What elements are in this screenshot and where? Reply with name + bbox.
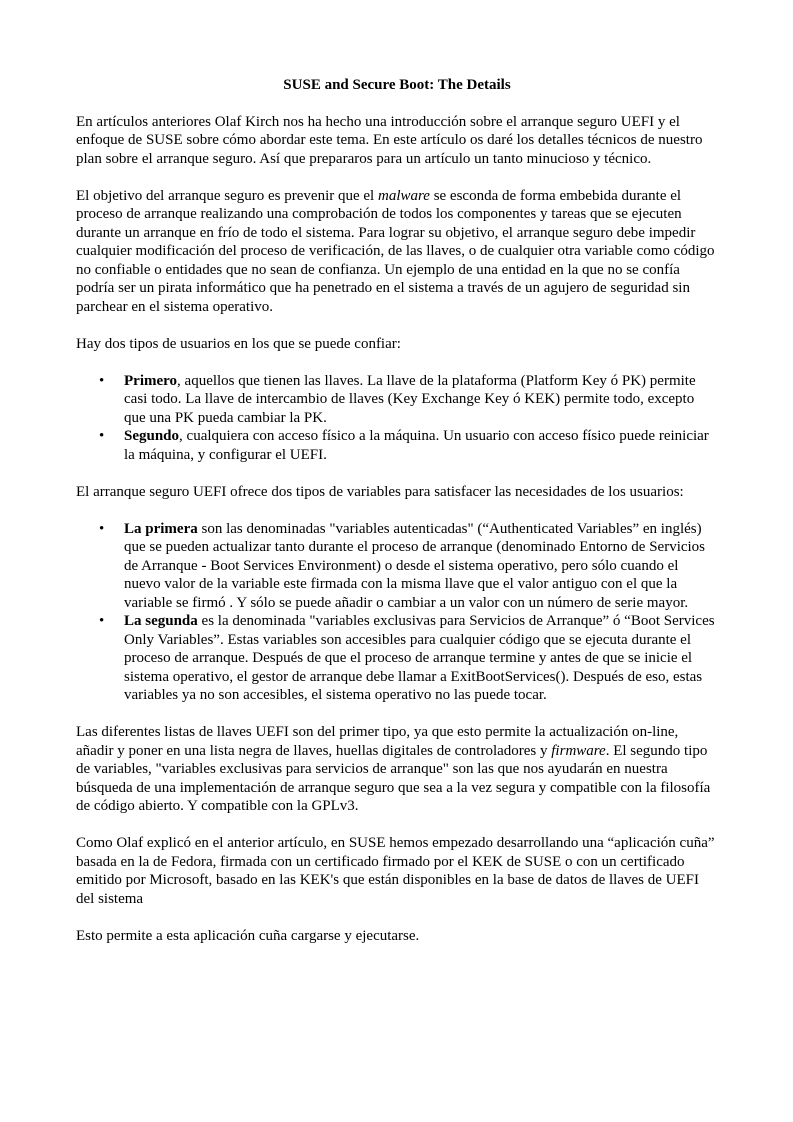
paragraph-objective <box>76 187 718 317</box>
list-item <box>99 372 718 428</box>
paragraph-key-lists-text-a: Las diferentes listas de llaves UEFI son del primer tipo, ya que esto permite la actualización on-line, añadir y poner en una lista negra de llaves, huellas digitales de controladores y <box>76 724 679 759</box>
list-item-strong: La primera <box>124 520 198 537</box>
list-user-types <box>76 372 718 465</box>
list-item-text: , cualquiera con acceso físico a la máquina. Un usuario con acceso físico puede reiniciar la máquina, y configurar el UEFI. <box>124 428 709 463</box>
paragraph-intro: En artículos anteriores Olaf Kirch nos ha hecho una introducción sobre el arranque seguro UEFI y el enfoque de SUSE sobre cómo abordar este tema. En este artículo os daré los detalles técnicos de nuestro plan sobre el arranque seguro. Así que prepararos para un artículo un tanto minucioso y técnico. <box>76 113 703 167</box>
paragraph-shim: Como Olaf explicó en el anterior artículo, en SUSE hemos empezado desarrollando una “aplicación cuña” basada en la de Fedora, firmada con un certificado firmado por el KEK de SUSE o con un certificado emitido por Microsoft, basado en las KEK's que están disponibles en la base de datos de llaves de UEFI del sistema <box>76 835 715 907</box>
list-item-strong: Primero <box>124 372 178 389</box>
paragraph-key-lists-text-b: . El segundo tipo de variables, "variables exclusivas para servicios de arranque" son las que nos ayudarán en nuestra búsqueda de una implementación de arranque seguro que sea a la vez segura y compatible con la filosofía de código abierto. Y compatible con la GPLv3. <box>76 742 711 814</box>
paragraph-key-lists <box>76 723 718 816</box>
list-variable-types <box>76 520 718 705</box>
paragraph-variable-types: El arranque seguro UEFI ofrece dos tipos de variables para satisfacer las necesidades de los usuarios: <box>76 483 684 500</box>
list-item-text: es la denominada "variables exclusivas para Servicios de Arranque” ó “Boot Services Only Variables”. Estas variables son accesibles para cualquier código que se ejecuta durante el proceso de arranque. Después de que el proceso de arranque termine y antes de que se inicie el sistema operativo, el gestor de arranque debe llamar a ExitBootServices(). Después de eso, estas variables ya no son accesibles, el sistema operativo no las puede tocar. <box>124 613 715 703</box>
list-item <box>99 520 718 613</box>
paragraph-objective-text-b: se esconda de forma embebida durante el proceso de arranque realizando una comprobación de todos los componentes y tareas que se ejecuten durante un arranque en frío de todo el sistema. Para lograr su objetivo, el arranque seguro debe impedir cualquier modificación del proceso de verificación, de las llaves, o de cualquier otra variable como código no confiable o entidades que no sean de confianza. Un ejemplo de una entidad en la que no se confía podría ser un pirata informático que ha penetrado en el sistema a través de un agujero de seguridad sin parchear en el sistema operativo. <box>76 187 715 315</box>
paragraph-shim-load: Esto permite a esta aplicación cuña cargarse y ejecutarse. <box>76 927 420 944</box>
paragraph-objective-emphasis: malware <box>377 187 430 204</box>
bullet-icon: • <box>99 520 105 537</box>
list-item-strong: Segundo <box>124 428 180 444</box>
bullet-icon: • <box>99 372 105 389</box>
list-item <box>99 427 718 464</box>
paragraph-key-lists-emphasis: firmware <box>551 742 606 759</box>
document-title: SUSE and Secure Boot: The Details <box>283 77 511 93</box>
bullet-icon: • <box>99 428 105 444</box>
bullet-icon: • <box>99 613 105 629</box>
paragraph-user-types: Hay dos tipos de usuarios en los que se puede confiar: <box>76 335 401 352</box>
list-item-text: son las denominadas "variables autenticadas" (“Authenticated Variables” en inglés) que se pueden actualizar tanto durante el proceso de arranque (denominado Entorno de Servicios de Arranque - Boot Services Environment) o desde el sistema operativo, pero sólo cuando el nuevo valor de la variable este firmada con la misma llave que el valor antiguo con el que la variable se firmó . Y sólo se puede añadir o cambiar a un valor con un número de serie mayor. <box>124 520 706 611</box>
list-item-text: , aquellos que tienen las llaves. La llave de la plataforma (Platform Key ó PK) permite casi todo. La llave de intercambio de llaves (Key Exchange Key ó KEK) permite todo, excepto que una PK pueda cambiar la PK. <box>124 372 696 426</box>
paragraph-objective-text-a: El objetivo del arranque seguro es prevenir que el <box>76 187 378 204</box>
list-item <box>99 612 718 705</box>
list-item-strong: La segunda <box>124 613 198 629</box>
